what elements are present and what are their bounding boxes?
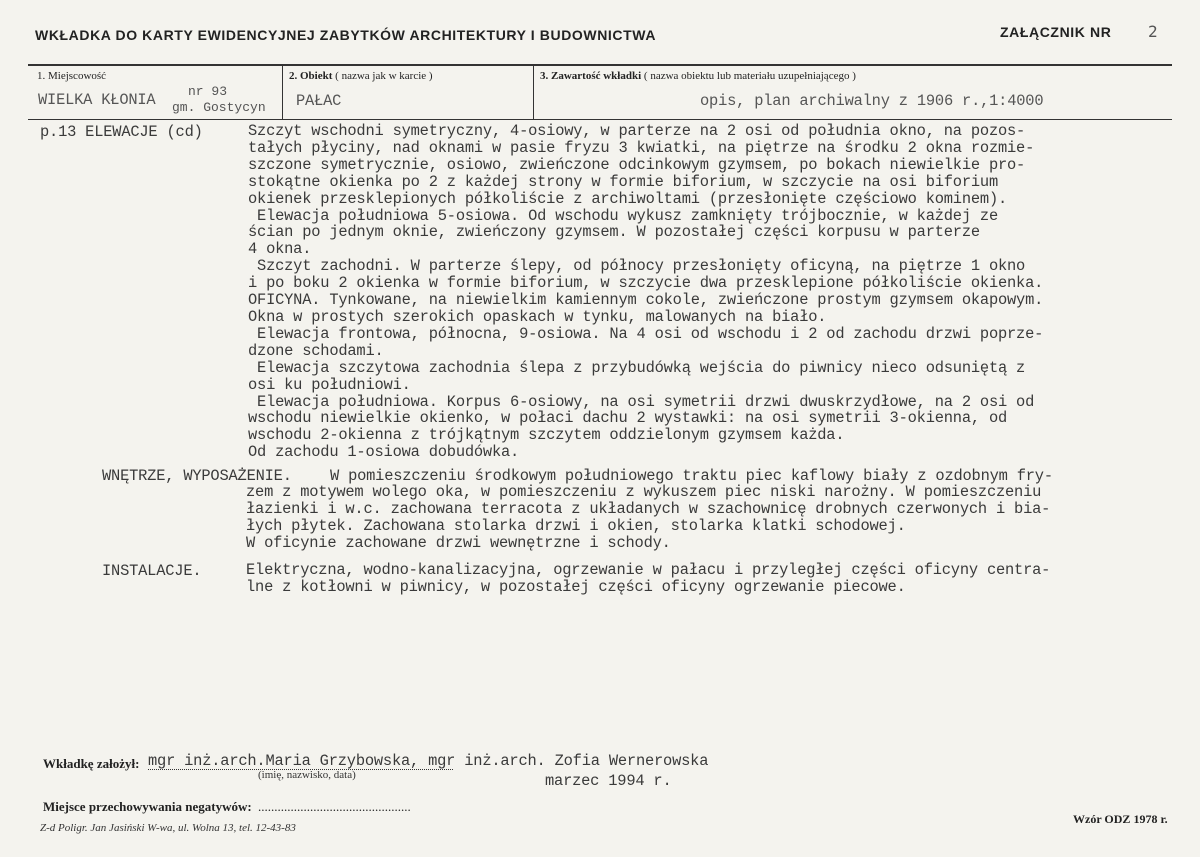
text-line: Od zachodu 1-osiowa dobudówka. — [248, 443, 520, 462]
text-line: Okna w prostych szerokich opaskach w tynku, malowanych na biało. — [248, 307, 827, 326]
object-value: PAŁAC — [296, 92, 342, 110]
founder-value: mgr inż.arch.Maria Grzybowska, mgr inż.arch. Zofia Wernerowska — [148, 752, 709, 770]
locality-number: nr 93 — [188, 84, 228, 99]
content-value: opis, plan archiwalny z 1906 r.,1:4000 — [700, 92, 1044, 110]
date-value: marzec 1994 r. — [545, 772, 672, 790]
text-line: lne z kotłowni w piwnicy, w pozostałej części oficyny ogrzewanie piecowe. — [246, 577, 906, 596]
text-line: Elewacja południowa 5-osiowa. Od wschodu wykusz zamknięty trójbocznie, w każdej ze — [248, 206, 998, 225]
text-line: i po boku 2 okienka w formie biforium, w szczycie dwa przesklepione półkoliście okienka. — [248, 274, 1044, 293]
text-line: Szczyt zachodni. W parterze ślepy, od północy przesłonięty oficyną, na piętrze 1 okno — [248, 257, 1026, 276]
text-line: Elektryczna, wodno-kanalizacyjna, ogrzewanie w pałacu i przyległej części oficyny centra- — [246, 561, 1051, 579]
text-line: Elewacja południowa. Korpus 6-osiowy, na osi symetrii drzwi dwuskrzydłowe, na 2 osi od — [248, 392, 1035, 411]
text-line: dzone schodami. — [248, 341, 384, 360]
text-line: łych płytek. Zachowana stolarka drzwi i okien, stolarka klatki schodowej. — [246, 516, 906, 535]
form-template: Wzór ODZ 1978 r. — [1073, 812, 1168, 826]
negatives-dots: ............................................... — [258, 799, 411, 814]
founder-note: (imię, nazwisko, data) — [258, 769, 356, 781]
text-line: osi ku południowi. — [248, 375, 411, 394]
text-line: 4 okna. — [248, 240, 312, 259]
column-divider-1 — [282, 64, 283, 120]
locality-value: WIELKA KŁONIA — [38, 91, 156, 109]
section-interior-text — [246, 484, 1050, 552]
printer-imprint: Z-d Poligr. Jan Jasiński W-wa, ul. Wolna 13, tel. 12-43-83 — [40, 822, 296, 834]
locality-label: 1. Miejscowość — [37, 70, 107, 82]
text-line: stokątne okienka po 2 z każdej strony w formie biforium, w szczycie na osi biforium — [248, 172, 998, 191]
text-line: OFICYNA. Tynkowane, na niewielkim kamiennym cokole, zwieńczone prostym gzymsem okapowym. — [248, 291, 1044, 310]
locality-gmina: gm. Gostycyn — [172, 100, 266, 115]
section-elevations-text — [248, 123, 1043, 461]
section-installations-text — [246, 562, 1050, 596]
negatives-label: Miejsce przechowywania negatywów: — [43, 799, 252, 814]
section-elevations-label: p.13 ELEWACJE (cd) — [40, 123, 203, 141]
content-label: 3. Zawartość wkładki ( nazwa obiektu lub materiału uzupełniającego ) — [540, 70, 856, 82]
founder-label: Wkładkę założył: — [43, 756, 140, 771]
text-line: wschodu 2-okienna z trójkątnym szczytem oddzielonym gzymsem każda. — [248, 426, 845, 445]
text-line: Elewacja szczytowa zachodnia ślepa z przybudówką wejścia do piwnicy nieco odsuniętą z — [248, 358, 1026, 377]
section-interior-label: WNĘTRZE, WYPOSAŻENIE. — [102, 467, 292, 485]
text-line: Elewacja frontowa, północna, 9-osiowa. Na 4 osi od wschodu i 2 od zachodu drzwi poprze- — [248, 324, 1044, 343]
document-title: WKŁADKA DO KARTY EWIDENCYJNEJ ZABYTKÓW ARCHITEKTURY I BUDOWNICTWA — [35, 27, 657, 43]
object-label: 2. Obiekt ( nazwa jak w karcie ) — [289, 70, 433, 82]
text-line: W oficynie zachowane drzwi wewnętrzne i schody. — [246, 533, 671, 552]
text-line: Szczyt wschodni symetryczny, 4-osiowy, w parterze na 2 osi od południa okno, na pozos- — [248, 122, 1026, 140]
text-line: okienek przesklepionych półkoliście z archiwoltami (przesłonięte częściowo kominem). — [248, 189, 1008, 208]
section-installations-label: INSTALACJE. — [102, 562, 202, 580]
header-top-rule — [28, 64, 1172, 66]
text-line: zem z motywem wolego oka, w pomieszczeniu z wykuszem piec niski narożny. W pomieszczeniu — [246, 483, 1042, 501]
attachment-label: ZAŁĄCZNIK NR — [1000, 24, 1112, 40]
text-line: szczone symetrycznie, osiowo, zwieńczone odcinkowym gzymsem, po bokach niewielkie pro- — [248, 155, 1026, 174]
header-bottom-rule — [28, 119, 1172, 120]
text-line: wschodu niewielkie okienko, w połaci dachu 2 wystawki: na osi symetrii 3-okienna, od — [248, 409, 1008, 428]
attachment-number: 2 — [1148, 22, 1158, 41]
text-line: ścian po jednym oknie, zwieńczony gzymsem. W pozostałej części korpusu w parterze — [248, 223, 980, 242]
section-interior-first-line: W pomieszczeniu środkowym południowego traktu piec kaflowy biały z ozdobnym fry- — [330, 467, 1053, 485]
column-divider-2 — [533, 64, 534, 120]
text-line: łazienki i w.c. zachowana terracota z układanych w szachownicę drobnych czerwonych i bia- — [246, 499, 1051, 518]
text-line: tałych płyciny, nad oknami w pasie fryzu 3 kwiatki, na piętrze na środku 2 okna rozmie- — [248, 138, 1035, 157]
